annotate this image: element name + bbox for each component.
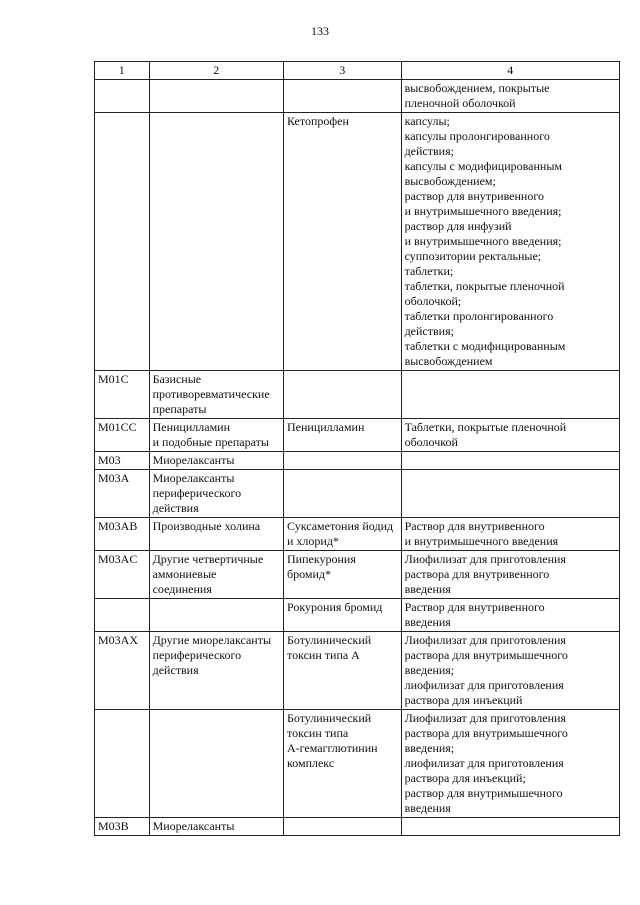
group-cell — [149, 80, 283, 113]
drug-name-cell: Ботулинический токсин типа А — [283, 632, 401, 710]
table-row — [95, 599, 620, 632]
table-row — [95, 632, 620, 710]
atc-code-cell: M03AB — [95, 518, 150, 551]
table-row — [95, 818, 620, 836]
atc-code-cell: M03A — [95, 470, 150, 518]
atc-code-cell: M03B — [95, 818, 150, 836]
column-header: 3 — [283, 62, 401, 80]
drug-name-cell: Кетопрофен — [283, 113, 401, 371]
column-header: 1 — [95, 62, 150, 80]
group-cell: Миорелаксанты — [149, 818, 283, 836]
drug-name-cell: Пипекурония бромид* — [283, 551, 401, 599]
group-cell — [149, 113, 283, 371]
table-row — [95, 452, 620, 470]
group-cell: Миорелаксанты периферического действия — [149, 470, 283, 518]
atc-code-cell — [95, 113, 150, 371]
atc-code-cell: M03AX — [95, 632, 150, 710]
table-row — [95, 113, 620, 371]
table-header-row — [95, 62, 620, 80]
table-row — [95, 80, 620, 113]
dosage-form-cell: Лиофилизат для приготовления раствора для внутримышечного введения; лиофилизат для приготовления раствора для инъекций — [401, 632, 619, 710]
group-cell: Базисные противоревматические препараты — [149, 371, 283, 419]
drug-name-cell: Пеницилламин — [283, 419, 401, 452]
dosage-form-cell — [401, 818, 619, 836]
table-row — [95, 419, 620, 452]
column-header: 4 — [401, 62, 619, 80]
dosage-form-cell: Раствор для внутривенного введения — [401, 599, 619, 632]
group-cell — [149, 710, 283, 818]
dosage-form-cell: Лиофилизат для приготовления раствора для внутривенного введения — [401, 551, 619, 599]
dosage-form-cell: капсулы; капсулы пролонгированного действия; капсулы с модифицированным высвобождением; раствор для внутривенного и внутримышечного введения; раствор для инфузий и внутримышечного введения; суппозитории ректальные; таблетки; таблетки, покрытые пленочной оболочкой; таблетки пролонгированного действия; таблетки с модифицированным высвобождением — [401, 113, 619, 371]
drug-name-cell: Рокурония бромид — [283, 599, 401, 632]
page-number: 133 — [311, 24, 329, 38]
atc-code-cell: M01C — [95, 371, 150, 419]
atc-code-cell — [95, 80, 150, 113]
drug-name-cell — [283, 371, 401, 419]
drug-name-cell — [283, 80, 401, 113]
table-row — [95, 470, 620, 518]
dosage-form-cell: Раствор для внутривенного и внутримышечного введения — [401, 518, 619, 551]
dosage-form-cell: Таблетки, покрытые пленочной оболочкой — [401, 419, 619, 452]
column-header: 2 — [149, 62, 283, 80]
group-cell: Производные холина — [149, 518, 283, 551]
table-row — [95, 551, 620, 599]
group-cell: Миорелаксанты — [149, 452, 283, 470]
drug-name-cell — [283, 470, 401, 518]
group-cell: Пеницилламин и подобные препараты — [149, 419, 283, 452]
dosage-form-cell — [401, 470, 619, 518]
group-cell: Другие миорелаксанты периферического действия — [149, 632, 283, 710]
table-row — [95, 371, 620, 419]
group-cell — [149, 599, 283, 632]
atc-code-cell — [95, 710, 150, 818]
drug-name-cell: Суксаметония йодид и хлорид* — [283, 518, 401, 551]
atc-code-cell — [95, 599, 150, 632]
atc-code-cell: M03AC — [95, 551, 150, 599]
drug-name-cell: Ботулинический токсин типа А-гемагглютинин комплекс — [283, 710, 401, 818]
atc-code-cell: M01CC — [95, 419, 150, 452]
table-row — [95, 710, 620, 818]
group-cell: Другие четвертичные аммониевые соединения — [149, 551, 283, 599]
drug-name-cell — [283, 818, 401, 836]
table-row — [95, 518, 620, 551]
dosage-form-cell: высвобождением, покрытые пленочной оболочкой — [401, 80, 619, 113]
drug-table — [94, 61, 620, 836]
dosage-form-cell — [401, 452, 619, 470]
dosage-form-cell — [401, 371, 619, 419]
dosage-form-cell: Лиофилизат для приготовления раствора для внутримышечного введения; лиофилизат для приготовления раствора для инъекций; раствор для внутримышечного введения — [401, 710, 619, 818]
drug-name-cell — [283, 452, 401, 470]
atc-code-cell: M03 — [95, 452, 150, 470]
